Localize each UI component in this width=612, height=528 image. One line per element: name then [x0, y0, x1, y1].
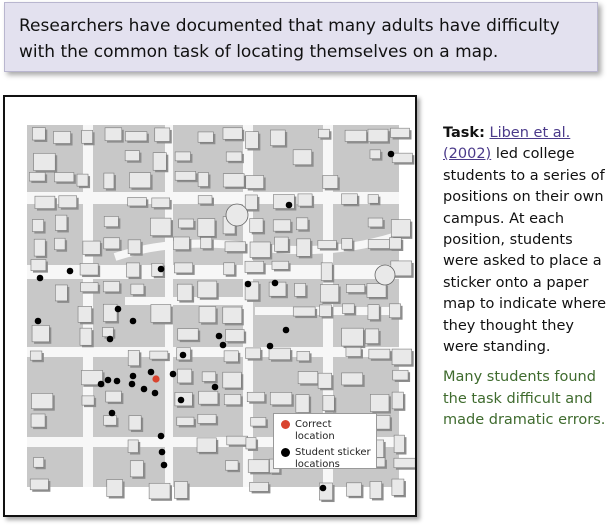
map-building [270, 130, 285, 146]
student-sticker-dot [178, 397, 185, 404]
student-sticker-dot [141, 386, 148, 393]
map-building [323, 175, 338, 188]
legend-correct [278, 419, 372, 443]
task-text: led college students to a series of positions on their own campus. At each position, students were asked to place a sticker onto a paper map to indicate where they thought they were standing. [443, 146, 607, 356]
map-building [342, 239, 353, 250]
map-building [150, 218, 171, 235]
map-building [80, 263, 98, 275]
student-sticker-dot [220, 342, 227, 349]
map-building [251, 417, 266, 426]
map-building [226, 330, 245, 342]
black-dot-icon [281, 448, 290, 457]
student-sticker-dot [115, 306, 122, 313]
map-building [245, 261, 264, 272]
map-building [31, 260, 46, 271]
map-building [246, 438, 256, 449]
map-building [367, 284, 386, 298]
map-building [293, 150, 311, 165]
map-building [106, 391, 122, 402]
red-dot-icon [281, 420, 290, 429]
banner-text: Researchers have documented that many adults have difficulty with the common task of locating themselves on a map. [19, 16, 560, 62]
map-building [246, 348, 261, 359]
map-building [149, 483, 170, 499]
campus-map [3, 95, 417, 517]
student-sticker-dot [35, 318, 42, 325]
map-building [54, 172, 73, 181]
map-building [394, 458, 415, 468]
student-sticker-dot [245, 281, 252, 288]
map-building [392, 392, 403, 409]
map-building [128, 350, 139, 365]
map-building [273, 220, 290, 231]
student-sticker-dot [130, 373, 137, 380]
map-building [104, 416, 117, 425]
map-building [31, 414, 45, 427]
map-building [227, 436, 248, 445]
map-building [250, 242, 270, 258]
map-rotunda [375, 265, 395, 285]
map-building [297, 351, 310, 360]
map-building [198, 414, 216, 423]
map-building [127, 263, 140, 277]
student-sticker-dot [105, 377, 112, 384]
map-building [295, 283, 306, 296]
map-building [389, 238, 401, 249]
map-building [35, 196, 55, 208]
map-building [54, 238, 65, 250]
map-building [223, 307, 242, 323]
map-building [298, 372, 318, 384]
student-sticker-dot [212, 384, 219, 391]
map-building [175, 171, 196, 180]
map-building [370, 150, 380, 159]
student-sticker-dot [152, 390, 159, 397]
student-sticker-dot [37, 275, 44, 282]
map-building [365, 329, 378, 344]
map-building [32, 128, 45, 140]
map-building [179, 219, 194, 228]
map-building [175, 152, 190, 161]
map-building [198, 281, 217, 298]
map-building [34, 458, 44, 468]
map-building [293, 307, 315, 316]
map-building [393, 370, 408, 380]
student-sticker-dot [180, 352, 187, 359]
student-sticker-dot [283, 327, 290, 334]
map-building [198, 132, 213, 142]
map-building [247, 392, 264, 401]
map-building [59, 196, 77, 208]
student-sticker-dot [159, 449, 166, 456]
map-building [269, 348, 290, 360]
student-sticker-dot [148, 369, 155, 376]
map-building [150, 351, 168, 359]
student-sticker-dot [388, 151, 395, 158]
map-building [270, 392, 292, 404]
map-road [27, 347, 399, 357]
map-building [248, 460, 269, 473]
student-sticker-dot [286, 202, 293, 209]
map-building [80, 328, 92, 345]
map-building [174, 263, 192, 273]
map-building [125, 132, 147, 141]
map-pavilion [226, 204, 248, 226]
map-building [369, 349, 390, 359]
map-building [368, 195, 378, 204]
legend-student [278, 447, 372, 471]
map-building [198, 173, 208, 187]
map-building [198, 196, 212, 204]
student-sticker-dot [161, 462, 168, 469]
map-building [342, 304, 354, 314]
map-building [30, 351, 42, 360]
map-building [31, 393, 52, 408]
map-building [104, 238, 120, 249]
map-building [225, 461, 238, 470]
map-building [125, 151, 139, 161]
map-building [103, 304, 117, 321]
map-building [392, 153, 412, 162]
map-building [199, 391, 218, 404]
map-building [346, 284, 364, 292]
map-building [245, 195, 257, 210]
map-building [104, 173, 114, 189]
map-building [102, 327, 113, 336]
map-building [223, 128, 242, 140]
map-building [202, 372, 216, 382]
map-building [198, 219, 215, 237]
student-sticker-dot [114, 378, 121, 385]
map-building [177, 284, 192, 300]
map-building [128, 197, 147, 206]
map-building [55, 215, 67, 230]
map-building [32, 325, 49, 341]
task-description [443, 123, 609, 432]
map-building [274, 237, 288, 251]
student-sticker-dot [267, 343, 274, 350]
map-building [297, 239, 311, 256]
student-sticker-dot [272, 280, 279, 287]
map-building [224, 394, 241, 404]
map-building [155, 128, 170, 142]
intro-banner [4, 2, 598, 72]
map-building [30, 479, 48, 490]
student-sticker-dot [109, 410, 116, 417]
map-building [177, 417, 194, 425]
map-building [77, 174, 88, 186]
map-building [391, 220, 410, 237]
student-sticker-dot [158, 433, 165, 440]
legend-student-label: Student sticker locations [295, 447, 371, 470]
map-building [368, 240, 389, 249]
map-building [296, 218, 307, 230]
map-building [174, 482, 187, 499]
map-building [32, 220, 43, 232]
student-sticker-dot [320, 485, 327, 492]
map-building [391, 128, 410, 137]
map-building [250, 219, 263, 233]
map-building [83, 241, 100, 254]
map-building [197, 438, 216, 452]
map-building [394, 435, 404, 452]
student-sticker-dot [129, 381, 136, 388]
map-building [318, 129, 329, 137]
map-building [320, 285, 338, 302]
student-sticker-dot [107, 336, 114, 343]
map-building [152, 198, 170, 208]
map-building [245, 132, 258, 149]
map-building [368, 129, 388, 142]
map-building [323, 396, 334, 411]
map-building [128, 240, 141, 254]
map-building [223, 174, 244, 187]
map-building [246, 175, 264, 188]
task-paragraph [443, 123, 609, 358]
map-building [129, 173, 150, 188]
map-building [81, 283, 99, 292]
map-building [34, 153, 56, 170]
map-building [296, 395, 309, 413]
map-building [347, 483, 362, 496]
task-label: Task: [443, 125, 485, 141]
map-building [321, 263, 332, 281]
student-sticker-dot [216, 333, 223, 340]
map-building [199, 307, 216, 323]
map-building [82, 130, 93, 143]
map-building [272, 261, 289, 269]
map-building [225, 242, 245, 252]
map-building [201, 237, 212, 248]
map-building [128, 440, 138, 453]
map-building [130, 461, 143, 477]
map-building [174, 237, 190, 250]
map-building [318, 240, 336, 248]
conclusion-text: Many students found the task difficult and made dramatic errors. [443, 369, 606, 429]
map-building [392, 479, 404, 495]
map-building [103, 281, 119, 291]
citation-link[interactable]: Liben et al. (2002) [443, 125, 571, 163]
map-building [178, 369, 192, 383]
map-building [224, 351, 238, 362]
map-building [370, 394, 389, 411]
map-building [34, 239, 45, 256]
map-building [29, 172, 45, 181]
map-building [82, 396, 94, 405]
correct-location-dot [152, 375, 159, 382]
student-sticker-dot [67, 268, 74, 275]
map-building [342, 373, 363, 385]
map-building [153, 153, 166, 171]
map-building [131, 284, 144, 294]
map-building [78, 306, 92, 322]
map-building [250, 482, 269, 491]
map-legend [273, 413, 377, 469]
map-building [392, 349, 412, 365]
legend-correct-label: Correct location [295, 419, 335, 442]
map-building [320, 305, 332, 317]
map-building [104, 216, 118, 226]
map-building [368, 305, 379, 320]
map-building [55, 285, 67, 301]
map-building [318, 373, 332, 388]
map-building [178, 329, 198, 341]
map-building [342, 194, 358, 205]
map-building [368, 218, 383, 227]
map-building [107, 480, 123, 497]
map-building [342, 328, 364, 346]
map-building [298, 194, 312, 206]
map-building [345, 130, 366, 141]
map-building [223, 372, 242, 388]
map-building [129, 416, 141, 430]
student-sticker-dot [98, 381, 105, 388]
map-building [151, 305, 171, 323]
student-sticker-dot [170, 371, 177, 378]
map-building [105, 128, 122, 141]
map-building [226, 152, 242, 161]
student-sticker-dot [130, 318, 137, 325]
map-building [389, 304, 400, 318]
map-building [224, 263, 235, 275]
map-building [346, 347, 361, 356]
map-building [53, 131, 70, 143]
map-building [370, 482, 382, 499]
student-sticker-dot [158, 266, 165, 273]
